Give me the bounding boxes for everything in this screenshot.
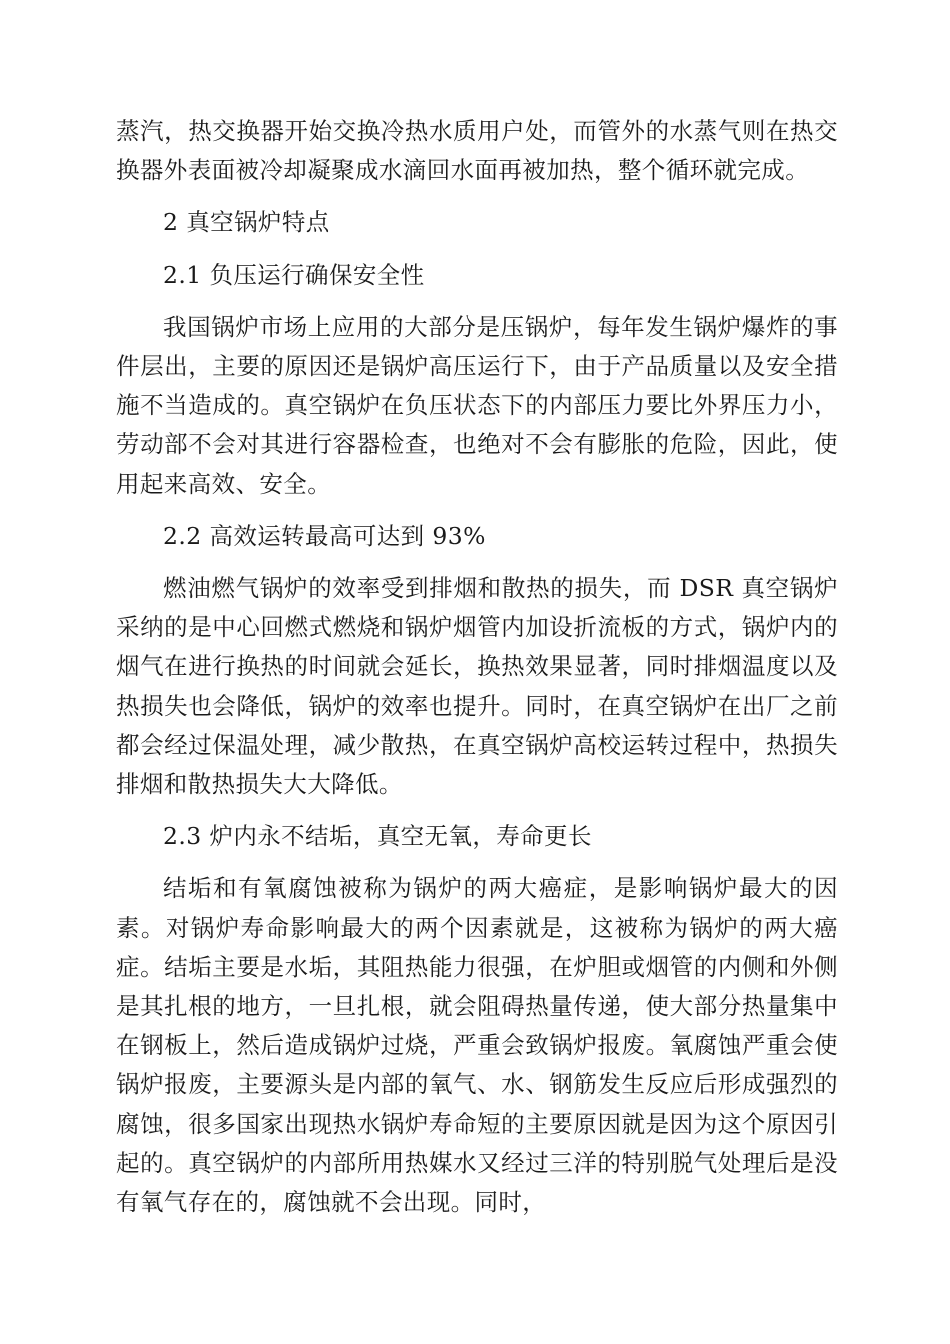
subsection-heading: 2.3 炉内永不结垢，真空无氧，寿命更长 bbox=[163, 822, 592, 851]
document-body bbox=[116, 112, 838, 1235]
paragraph-continuation: 蒸汽，热交换器开始交换冷热水质用户处，而管外的水蒸气则在热交换器外表面被冷却凝聚成水滴回水面再被加热，整个循环就完成。 bbox=[116, 117, 838, 185]
subsection-heading: 2.1 负压运行确保安全性 bbox=[163, 260, 425, 289]
subsection-heading: 2.2 高效运转最高可达到 93% bbox=[163, 521, 486, 550]
paragraph: 结垢和有氧腐蚀被称为锅炉的两大癌症，是影响锅炉最大的因素。对锅炉寿命影响最大的两个因素就是，这被称为锅炉的两大癌症。结垢主要是水垢，其阻热能力很强，在炉胆或烟管的内侧和外侧是其扎根的地方，一旦扎根，就会阻碍热量传递，使大部分热量集中在钢板上，然后造成锅炉过烧，严重会致锅炉报废。氧腐蚀严重会使锅炉报废，主要源头是内部的氧气、水、钢筋发生反应后形成强烈的腐蚀，很多国家出现热水锅炉寿命短的主要原因就是因为这个原因引起的。真空锅炉的内部所用热媒水又经过三洋的特别脱气处理后是没有氧气存在的，腐蚀就不会出现。同时， bbox=[116, 874, 838, 1217]
section-heading: 2 真空锅炉特点 bbox=[163, 208, 330, 237]
paragraph: 燃油燃气锅炉的效率受到排烟和散热的损失，而 DSR 真空锅炉采纳的是中心回燃式燃烧和锅炉烟管内加设折流板的方式，锅炉内的烟气在进行换热的时间就会延长，换热效果显著，同时排烟温度以及热损失也会降低，锅炉的效率也提升。同时，在真空锅炉在出厂之前都会经过保温处理，减少散热，在真空锅炉高校运转过程中，热损失排烟和散热损失大大降低。 bbox=[116, 574, 838, 799]
paragraph: 我国锅炉市场上应用的大部分是压锅炉，每年发生锅炉爆炸的事件层出，主要的原因还是锅炉高压运行下，由于产品质量以及安全措施不当造成的。真空锅炉在负压状态下的内部压力要比外界压力小，劳动部不会对其进行容器检查，也绝对不会有膨胀的危险，因此，使用起来高效、安全。 bbox=[116, 312, 838, 498]
